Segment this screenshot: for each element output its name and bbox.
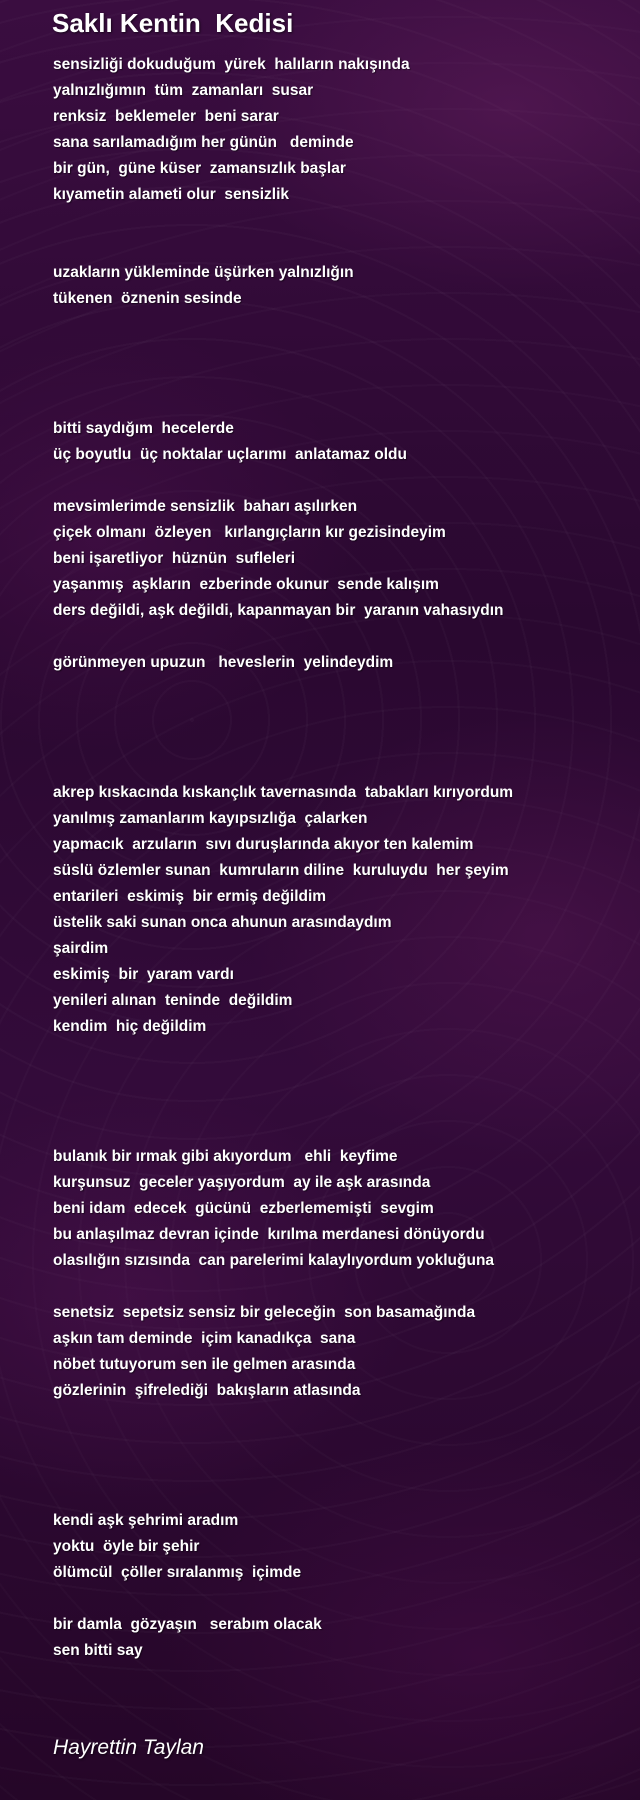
stanza-gap	[53, 208, 623, 234]
poem-line: yenileri alınan teninde değildim	[53, 992, 293, 1009]
stanza-gap	[53, 1066, 623, 1092]
poem-line: bitti saydığım hecelerde	[53, 420, 234, 437]
stanza-gap	[53, 1274, 623, 1300]
poem-line: yoktu öyle bir şehir	[53, 1538, 200, 1555]
poem-line: aşkın tam deminde içim kanadıkça sana	[53, 1330, 356, 1347]
stanza-gap	[53, 1404, 623, 1430]
poem-line: senetsiz sepetsiz sensiz bir geleceğin son basamağında	[53, 1304, 476, 1321]
stanza-gap	[53, 1092, 623, 1118]
poem-line: yaşanmış aşkların ezberinde okunur sende kalışım	[53, 576, 439, 593]
poem-line: sensizliği dokuduğum yürek halıların nakışında	[53, 56, 410, 73]
poem-line: uzakların yükleminde üşürken yalnızlığın	[53, 264, 354, 281]
stanza-gap	[53, 1040, 623, 1066]
poem-line: gözlerinin şifrelediği bakışların atlasında	[53, 1382, 361, 1399]
poem-line: sen bitti say	[53, 1642, 143, 1659]
stanza-gap	[53, 468, 623, 494]
poem-line: yalnızlığımın tüm zamanları susar	[53, 82, 314, 99]
poem-line: ölümcül çöller sıralanmış içimde	[53, 1564, 302, 1581]
poem-author: Hayrettin Taylan	[53, 1736, 204, 1759]
stanza-gap	[53, 1586, 623, 1612]
poem-line: bir damla gözyaşın serabım olacak	[53, 1616, 322, 1633]
stanza-gap	[53, 338, 623, 364]
poem-line: yapmacık arzuların sıvı duruşlarında akıyor ten kalemim	[53, 836, 474, 853]
poem-line: entarileri eskimiş bir ermiş değildim	[53, 888, 327, 905]
poem-body	[53, 52, 623, 1664]
poem-line: şairdim	[53, 940, 109, 957]
stanza-gap	[53, 1118, 623, 1144]
poem-line: çiçek olmanı özleyen kırlangıçların kır gezisindeyim	[53, 524, 446, 541]
poem-line: üç boyutlu üç noktalar uçlarımı anlatamaz oldu	[53, 446, 407, 463]
poem-line: renksiz beklemeler beni sarar	[53, 108, 279, 125]
stanza-gap	[53, 390, 623, 416]
poem-line: mevsimlerimde sensizlik baharı aşılırken	[53, 498, 358, 515]
poem-line: beni işaretliyor hüznün sufleleri	[53, 550, 296, 567]
stanza-gap	[53, 676, 623, 702]
poem-line: kendim hiç değildim	[53, 1018, 207, 1035]
stanza-gap	[53, 234, 623, 260]
poem-line: nöbet tutuyorum sen ile gelmen arasında	[53, 1356, 356, 1373]
poem-line: sana sarılamadığım her günün deminde	[53, 134, 354, 151]
poem-line: kendi aşk şehrimi aradım	[53, 1512, 239, 1529]
stanza-gap	[53, 1456, 623, 1482]
poem-line: bu anlaşılmaz devran içinde kırılma merdanesi dönüyordu	[53, 1226, 485, 1243]
poem-line: görünmeyen upuzun heveslerin yelindeydim	[53, 654, 394, 671]
poem-line: beni idam edecek gücünü ezberlememişti sevgim	[53, 1200, 434, 1217]
poem-line: süslü özlemler sunan kumruların diline kuruluydu her şeyim	[53, 862, 509, 879]
poem-line: kıyametin alameti olur sensizlik	[53, 186, 290, 203]
stanza-gap	[53, 1482, 623, 1508]
stanza-gap	[53, 364, 623, 390]
poem-line: bir gün, güne küser zamansızlık başlar	[53, 160, 346, 177]
poem-line: kurşunsuz geceler yaşıyordum ay ile aşk arasında	[53, 1174, 431, 1191]
stanza-gap	[53, 1430, 623, 1456]
stanza-gap	[53, 702, 623, 728]
poem-line: tükenen öznenin sesinde	[53, 290, 242, 307]
stanza-gap	[53, 312, 623, 338]
poem-line: olasılığın sızısında can parelerimi kalaylıyordum yokluğuna	[53, 1252, 495, 1269]
stanza-gap	[53, 754, 623, 780]
poem-line: üstelik saki sunan onca ahunun arasındaydım	[53, 914, 392, 931]
poem-line: ders değildi, aşk değildi, kapanmayan bir yaranın vahasıydın	[53, 602, 504, 619]
stanza-gap	[53, 624, 623, 650]
stanza-gap	[53, 728, 623, 754]
poem-line: eskimiş bir yaram vardı	[53, 966, 234, 983]
poem-line: akrep kıskacında kıskançlık tavernasında tabakları kırıyordum	[53, 784, 514, 801]
poem-title: Saklı Kentin Kedisi	[52, 8, 294, 38]
poem-line: yanılmış zamanlarım kayıpsızlığa çalarken	[53, 810, 368, 827]
poem-line: bulanık bir ırmak gibi akıyordum ehli keyfime	[53, 1148, 398, 1165]
